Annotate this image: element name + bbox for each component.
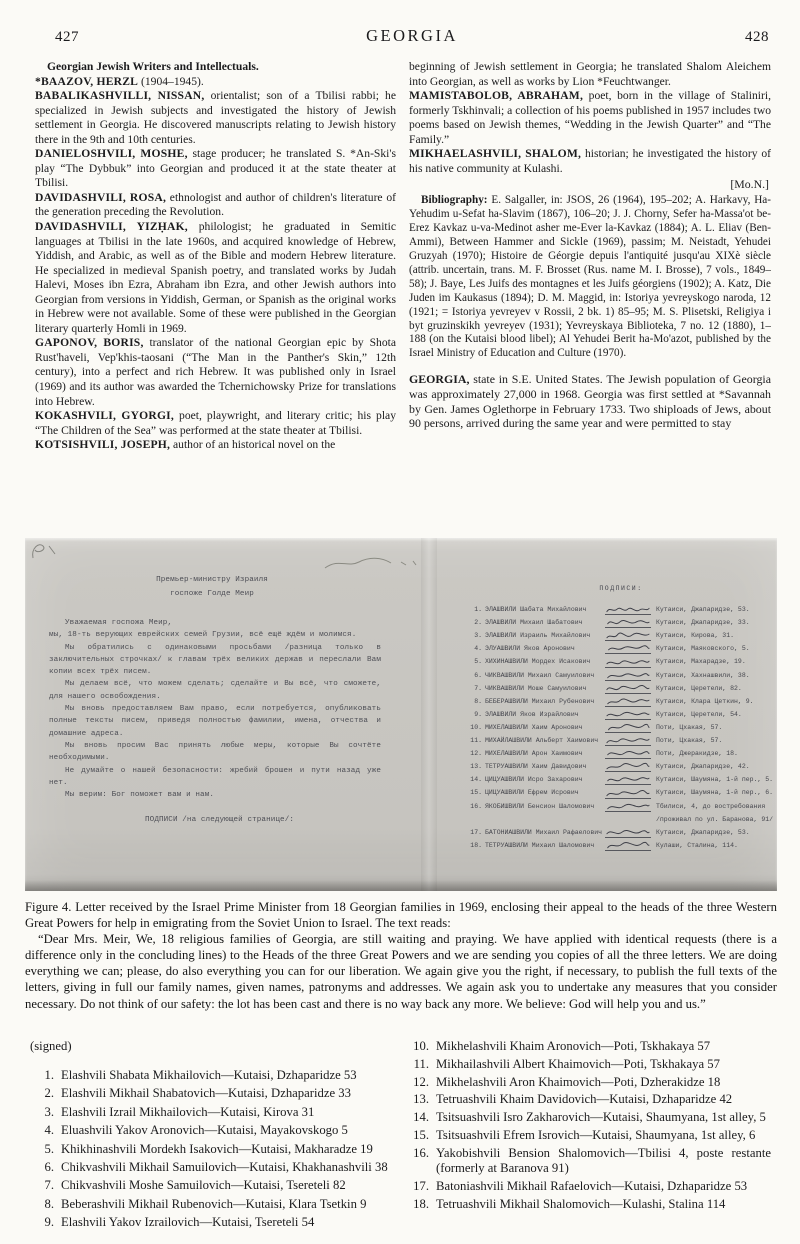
writer-entry [35, 438, 396, 453]
entry-text: historian; he investigated the history of his native community at Kulashi. [409, 147, 771, 175]
signature-row [468, 669, 774, 682]
signature-scribble-icon [605, 630, 651, 641]
item-number: 3. [44, 1104, 54, 1119]
row-number: 7. [474, 684, 482, 692]
entry-text: orientalist; son of a Tbilisi rabbi; he specialized in Jewish subjects and investigated the history of Jewish settlement in Georgia. He discovered manuscripts relating to Jewish history there in the 9th and 10th centuries. [35, 89, 396, 146]
item-number: 2. [44, 1086, 54, 1101]
signed-list-item [30, 1068, 395, 1083]
entry-name: GAPONOV, BORIS, [35, 336, 144, 350]
row-number: 10. [470, 723, 482, 731]
row-name: ЭЛУАШВИЛИ Яков Аронович [485, 645, 575, 653]
bibliography-label: Bibliography: [421, 194, 488, 207]
item-number: 11. [413, 1056, 430, 1071]
row-address: Кулаши, Сталина, 114. [656, 841, 738, 849]
signature-scribble-icon [605, 748, 651, 759]
row-address: Кутаиси, Джапаридзе, 33. [656, 619, 750, 627]
item-number: 18. [413, 1196, 430, 1211]
signature-row [468, 839, 774, 852]
row-number: 5. [474, 658, 482, 666]
letter-paragraph: Мы обратились с одинаковыми просьбами /разница только в заключительных строчках/ к главам трёх великих держав и переслали Вам копии всех трёх писем. [49, 643, 381, 677]
signature-row [468, 786, 774, 799]
item-text: Elashvili Yakov Izrailovich—Kutaisi, Tsereteli 54 [61, 1215, 315, 1230]
item-text: Mikhelashvili Aron Khaimovich—Poti, Dzherakidze 18 [436, 1074, 721, 1089]
writer-entry [35, 75, 396, 90]
bibliography-text: E. Salgaller, in: JSOS, 26 (1964), 195–202; A. Harkavy, Ha-Yehudim u-Sefat ha-Slavim (1867), 106–20; J. J. Chorny, Sefer ha-Massa'ot be-Erez Kavkaz u-va-Medinot asher me-Ever la-Kavkaz (1884); A. L. Eliav (Ben-Ammi), Between Hammer and Sickle (1969), passim; M. Neistadt, Yehudei Gruzyah (1970); Histoire de Géorgie depuis l'antiquité jusqu'au XIXè siècle (attrib. uncertain, trans. M. F. Brosset (Rus. name M. I. Brosse), 7 vols., 1849–58); J. Baye, Les Juifs des montagnes et les Juifs géorgiens (1902); A. Katz, Die Juden im Kaukasus (1894); D. M. Maggid, in: Istoriya yevreyskogo naroda, 12 (1921; = Istoriya yevreyev v Rossii, 2 bk. 1) 85–95; M. S. Plisetski, Religiya i byt gruzinskikh yevreyev (1931); Yevreyskaya Biblioteka, 7 no. 12 (1880), 1–188 (on the Kutaisi blood libel); Al Yehudei Berit ha-Mo'azot, published by the Israel Ministry of Education and Culture (1970). [409, 194, 771, 360]
row-address: Кутаиси, Кирова, 31. [656, 632, 735, 640]
section-heading: Georgian Jewish Writers and Intellectuals. [47, 60, 259, 73]
signature-row [468, 760, 774, 773]
row-address: Кутаиси, Шаумяна, 1-й пер., 6. [656, 789, 774, 797]
row-address: Кутаиси, Шаумяна, 1-й пер., 5. [656, 776, 774, 784]
signature-scribble-icon [605, 840, 651, 851]
row-address: Кутаиси, Маяковского, 5. [656, 645, 750, 653]
letter-paragraph: Не думайте о нашей безопасности: жребий брошен и пути назад уже нет. [49, 766, 381, 787]
signed-list-item [30, 1123, 395, 1138]
entry-name: KOTSISHVILI, JOSEPH, [35, 438, 171, 452]
letter-signatures-note: ПОДПИСИ /на следующей странице/: [145, 816, 295, 825]
signatures-header: ПОДПИСИ: [599, 585, 643, 592]
right-page-number: 428 [745, 29, 769, 45]
row-address: Поти, Цхакая, 57. [656, 723, 723, 731]
item-text: Tsitsuashvili Efrem Isrovich—Kutaisi, Shaumyana, 1st alley, 6 [436, 1127, 756, 1142]
letter-paragraph: Мы вновь просим Вас принять любые меры, которые Вы сочтёте необходимыми. [49, 741, 381, 763]
row-number: 17. [470, 828, 482, 836]
row-name: ЦИЦУАШВИЛИ Ефрем Исрович [485, 789, 579, 797]
item-number: 17. [413, 1178, 430, 1193]
signature-scribble-icon [605, 827, 651, 838]
entry-text: poet, playwright, and literary critic; his play “The Children of the Sea” was performed at the state theater at Tbilisi. [35, 409, 396, 437]
signed-list-left [30, 1039, 395, 1243]
letter-paragraph: Мы вновь предоставляем Вам право, если потребуется, опубликовать полные тексты писем, приведя полностью фамилии, имена, отчества и домашние адреса. [49, 705, 381, 738]
item-text: Mikhailashvili Albert Khaimovich—Poti, Tskhakaya 57 [436, 1056, 720, 1071]
item-number: 9. [44, 1215, 54, 1230]
item-text: Elashvili Shabata Mikhailovich—Kutaisi, Dzhaparidze 53 [61, 1068, 357, 1082]
running-head-title: GEORGIA [366, 26, 458, 45]
row-address: Кутаиси, Церетели, 82. [656, 684, 742, 692]
signature-row [468, 695, 774, 708]
row-number: 6. [474, 671, 482, 679]
signature-scribble-icon [605, 774, 651, 785]
item-text: Chikvashvili Moshe Samuilovich—Kutaisi, Tsereteli 82 [61, 1178, 346, 1193]
pencil-mark-icon [321, 554, 421, 572]
row-number: 14. [470, 776, 482, 784]
signature-scribble-icon [605, 617, 651, 628]
signed-list-item [405, 1179, 771, 1194]
signature-row [468, 826, 774, 839]
writer-entry [35, 89, 396, 147]
row-number: 15. [470, 789, 482, 797]
entry-text: stage producer; he translated S. *An-Ski's play “The Dybbuk” into Georgian and produced it at the state theater at Tbilisi. [35, 147, 396, 190]
item-number: 6. [44, 1160, 54, 1175]
signed-list-item [30, 1160, 395, 1175]
signature-row [468, 682, 774, 695]
item-number: 1. [44, 1068, 54, 1082]
entry-text: state in S.E. United States. The Jewish population of Georgia was approximately 27,000 in 1968. Georgia was first settled at *Savannah by Gen. James Oglethorpe in February 1733. Two shiploads of Jews, about 90 persons, arrived during the same year and were permitted to stay [409, 372, 771, 431]
signed-list-item [405, 1197, 771, 1212]
entry-name: DAVIDASHVILI, YIZḤAK, [35, 220, 188, 234]
signed-label: (signed) [30, 1039, 72, 1053]
entry-name: *BAAZOV, HERZL [35, 74, 139, 88]
row-number: 11. [470, 737, 482, 745]
row-name: ЯКОБИШВИЛИ Бенсион Шаломович [485, 802, 595, 810]
left-page-number: 427 [55, 29, 79, 45]
row-name: ЭЛАШВИЛИ Михаил Шабатович [485, 619, 583, 627]
item-text: Chikvashvili Mikhail Samuilovich—Kutaisi, Khakhanashvili 38 [61, 1160, 388, 1175]
signed-list-item [405, 1110, 771, 1125]
writer-entry [409, 147, 771, 176]
item-number: 5. [44, 1141, 54, 1156]
item-text: Eluashvili Yakov Aronovich—Kutaisi, Mayakovskogo 5 [61, 1123, 348, 1138]
row-address: Тбилиси, 4, до востребования [656, 802, 766, 810]
signature-scribble-icon [605, 683, 651, 694]
row-name: МИХАЙЛАШВИЛИ Альберт Хаимович [485, 737, 599, 745]
entry-text: poet, born in the village of Staliniri, formerly Tskhinvali; a collection of his poems published in 1957 includes two poems based on Jewish themes, “Wedding in the Jewish Quarter” and “The Family.” [409, 89, 771, 146]
signature-row [468, 747, 774, 760]
row-address: Поти, Джеракидзе, 18. [656, 750, 738, 758]
letter-addressee-line: госпоже Голде Меир [170, 589, 254, 598]
row-name: БЕБЕРАШВИЛИ Михаил Рубенович [485, 697, 595, 705]
signature-row [468, 708, 774, 721]
item-text: Khikhinashvili Mordekh Isakovich—Kutaisi, Makharadze 19 [61, 1141, 373, 1156]
entry-text: ethnologist and author of children's literature of the generation preceding the Revolution. [35, 190, 396, 219]
signed-list-item [30, 1086, 395, 1101]
signed-list-item [30, 1215, 395, 1230]
signature-row [468, 642, 774, 655]
signature-row [468, 800, 774, 813]
row-number: 4. [474, 645, 482, 653]
signature-scribble-icon [605, 788, 651, 799]
row-number: 1. [474, 606, 482, 614]
figure-caption-quote: “Dear Mrs. Meir, We, 18 religious families of Georgia, are still waiting and praying. We have applied with identical requests (there is a difference only in the concluding lines) to the Heads of the three Great Powers and we are sending you copies of all the three letters. We are doing everything we can; please, do also everything you can for our liberation. We again give you the right, if necessary, to publish the full texts of the letters, giving in full our family names, given names, patronyms and addresses. We again ask you to undertake any measures that you consider necessary. Do not think of our safety: the lot has been cast and there is no way back any more. We believe: God will help you and us.” [25, 932, 777, 1011]
row-name: МИХЕЛАШВИЛИ Арон Хаимович [485, 750, 583, 758]
signed-list-item [405, 1057, 771, 1072]
signature-scribble-icon [605, 643, 651, 654]
writer-entry [35, 409, 396, 438]
letter-paragraph: мы, 18-ть верующих еврейских семей Грузии, всё ещё ждём и молимся. [49, 631, 357, 640]
item-text: Tsitsuashvili Isro Zakharovich—Kutaisi, Shaumyana, 1st alley, 5 [436, 1110, 766, 1125]
signature-row [468, 721, 774, 734]
item-number: 16. [413, 1145, 430, 1160]
entry-name: MAMISTABOLOB, ABRAHAM, [409, 89, 584, 103]
row-address: Поти, Цхакая, 57. [656, 737, 723, 745]
figure-caption [25, 899, 777, 1029]
row-number: 3. [474, 632, 482, 640]
item-number: 8. [44, 1196, 54, 1211]
row-address: Кутаиси, Клара Цеткин, 9. [656, 697, 754, 705]
pencil-mark-icon [29, 540, 63, 562]
letter-paragraph: Мы делаем всё, что можем сделать; сделайте и Вы всё, что сможете, для нашего освобождения. [49, 680, 381, 701]
letter-addressee [77, 574, 347, 601]
row-address: Кутаиси, Джапаридзе, 53. [656, 828, 750, 836]
signature-scribble-icon [605, 801, 651, 812]
letter-signatures-page [468, 582, 774, 852]
signature-scribble-icon [605, 761, 651, 772]
row-address: Кутаиси, Церетели, 54. [656, 710, 742, 718]
signed-list-item [405, 1092, 771, 1107]
writer-entry [35, 147, 396, 191]
item-text: Batoniashvili Mikhail Rafaelovich—Kutaisi, Dzhaparidze 53 [436, 1178, 748, 1193]
row-address: Кутаиси, Хахнашвили, 38. [656, 671, 750, 679]
row-number: 9. [474, 710, 482, 718]
signed-lists [30, 1039, 771, 1243]
item-text: Elashvili Izrail Mikhailovich—Kutaisi, Kirova 31 [61, 1104, 315, 1119]
letter-salutation: Уважаемая госпожа Меир, [65, 619, 173, 627]
row-name: БАТОНИАШВИЛИ Михаил Рафаелович [485, 828, 603, 836]
row-number: 8. [474, 697, 482, 705]
row-number: 2. [474, 619, 482, 627]
signed-list-right [405, 1039, 771, 1243]
item-number: 15. [413, 1127, 430, 1142]
entry-name: BABALIKASHVILLI, NISSAN, [35, 89, 205, 103]
signed-list-item [405, 1128, 771, 1143]
entry-text: (1904–1945). [138, 74, 204, 88]
entry-text: philologist; he graduated in Semitic languages at Tbilisi in the late 1960s, and acquired knowledge of Hebrew, Yiddish, and Arabic, as well as of the Bible and modern Hebrew literature. He specialized in medieval Spanish poetry, and translated works by Judah Halevi, Moses ibn Ezra, Abraham ibn Ezra, and other Jewish authors into Georgian from versions in Yiddish, German, or Spanish as the original works in Hebrew were not available. Some of these were published in the Georgian literary quarterly Homli in 1969. [35, 220, 396, 335]
figure-caption-intro: Figure 4. Letter received by the Israel Prime Minister from 18 Georgian families in 1969, enclosing their appeal to the heads of the three Western Great Powers for help in emigrating from the Soviet Union to Israel. The text reads: [25, 900, 777, 931]
bibliography [409, 194, 771, 361]
entry-text: translator of the national Georgian epic by Shota Rust'haveli, Vep'khis-taosani (“The Man in the Panther's Skin,” 12th century), into a perfect and rich Hebrew. It was published only in Israel (1969) and its author was awarded the Tchernichowsky Prize for translations into Hebrew. [35, 336, 396, 408]
item-text: Tetruashvili Mikhail Shalomovich—Kulashi, Stalina 114 [436, 1196, 726, 1211]
signed-list-item [30, 1178, 395, 1193]
item-number: 10. [413, 1039, 430, 1053]
row-name: ХИХИНАШВИЛИ Мордех Исакович [485, 658, 591, 666]
signature-row-extra: /проживал по ул. Баранова, 91/ [656, 815, 774, 823]
signed-list-item [30, 1142, 395, 1157]
signature-row [468, 655, 774, 668]
writer-entry [409, 89, 771, 147]
row-address: Кутаиси, Джапаридзе, 42. [656, 763, 750, 771]
page-fold [421, 538, 437, 891]
writer-entry [35, 336, 396, 409]
letter-photo [25, 538, 777, 891]
entry-name: GEORGIA, [409, 372, 470, 387]
row-number: 12. [470, 750, 482, 758]
row-name: МИХЕЛАШВИЛИ Хаим Аронович [485, 723, 583, 731]
signature-scribble-icon [605, 709, 651, 720]
row-number: 13. [470, 763, 482, 771]
row-number: 18. [470, 841, 482, 849]
continuation-paragraph: beginning of Jewish settlement in Georgia; he translated Shalom Aleichem into Georgian, as well as works by Lion *Feuchtwanger. [409, 60, 771, 88]
row-name: ЧИКВАШВИЛИ Моше Самуилович [485, 684, 587, 692]
signature-scribble-icon [605, 670, 651, 681]
signature-scribble-icon [605, 657, 651, 668]
signature-row [468, 603, 774, 616]
item-text: Mikhelashvili Khaim Aronovich—Poti, Tskhakaya 57 [436, 1039, 711, 1053]
signature-scribble-icon [605, 696, 651, 707]
signature-scribble-icon [605, 722, 651, 733]
item-number: 7. [44, 1178, 54, 1193]
row-number: 16. [470, 802, 482, 810]
letter-left-page [49, 574, 381, 827]
signed-list-item [405, 1146, 771, 1177]
entry-name: MIKHAELASHVILI, SHALOM, [409, 147, 582, 161]
item-text: Yakobishvili Bension Shalomovich—Tbilisi 4, poste restante (formerly at Baranova 91) [436, 1145, 771, 1176]
item-number: 13. [413, 1092, 430, 1107]
letter-paragraph: Мы верим: Бог поможет вам и нам. [65, 791, 215, 800]
item-number: 4. [44, 1123, 54, 1138]
signature-scribble-icon [605, 735, 651, 746]
writer-entry [35, 191, 396, 220]
row-name: ТЕТРУАШВИЛИ Михаил Шаломович [485, 841, 595, 849]
row-name: ЧИКВАШВИЛИ Михаил Самуилович [485, 671, 595, 679]
row-address: Кутаиси, Джапаридзе, 53. [656, 606, 750, 614]
entry-name: DANIELOSHVILI, MOSHE, [35, 147, 188, 161]
item-text: Beberashvili Mikhail Rubenovich—Kutaisi, Klara Tsetkin 9 [61, 1196, 367, 1211]
item-number: 14. [413, 1110, 430, 1125]
writer-entry [35, 220, 396, 336]
right-column [409, 60, 771, 528]
georgia-us-entry [409, 372, 771, 431]
item-text: Tetruashvili Khaim Davidovich—Kutaisi, Dzhaparidze 42 [436, 1092, 733, 1107]
signature-row [468, 773, 774, 786]
signature-scribble-icon [605, 604, 651, 615]
row-name: ТЕТРУАШВИЛИ Хаим Давидович [485, 763, 587, 771]
signed-list-item [405, 1075, 771, 1090]
entry-name: DAVIDASHVILI, ROSA, [35, 190, 167, 204]
page-header [35, 26, 771, 46]
row-name: ЦИЦУАШВИЛИ Исро Захарович [485, 776, 583, 784]
signed-list-item [405, 1039, 771, 1054]
letter-addressee-line: Премьер-министру Израиля [156, 576, 268, 584]
item-number: 12. [413, 1074, 430, 1089]
row-name: ЭЛАШВИЛИ Израиль Михайлович [485, 632, 591, 640]
signature-row [468, 616, 774, 629]
signature-row [468, 629, 774, 642]
item-text: Elashvili Mikhail Shabatovich—Kutaisi, Dzhaparidze 33 [61, 1086, 351, 1101]
row-address: Кутаиси, Махарадзе, 19. [656, 658, 746, 666]
row-name: ЭЛАШВИЛИ Шабата Михайлович [485, 606, 587, 614]
signature-row [468, 734, 774, 747]
signed-list-item [30, 1105, 395, 1120]
entry-text: author of an historical novel on the [170, 438, 336, 452]
left-column [35, 60, 396, 528]
signed-list-item [30, 1197, 395, 1212]
row-name: ЭЛАШВИЛИ Яков Израйлович [485, 710, 579, 718]
entry-name: KOKASHVILI, GYORGI, [35, 409, 174, 423]
author-initials: [Mo.N.] [730, 177, 769, 192]
text-columns [35, 60, 771, 528]
